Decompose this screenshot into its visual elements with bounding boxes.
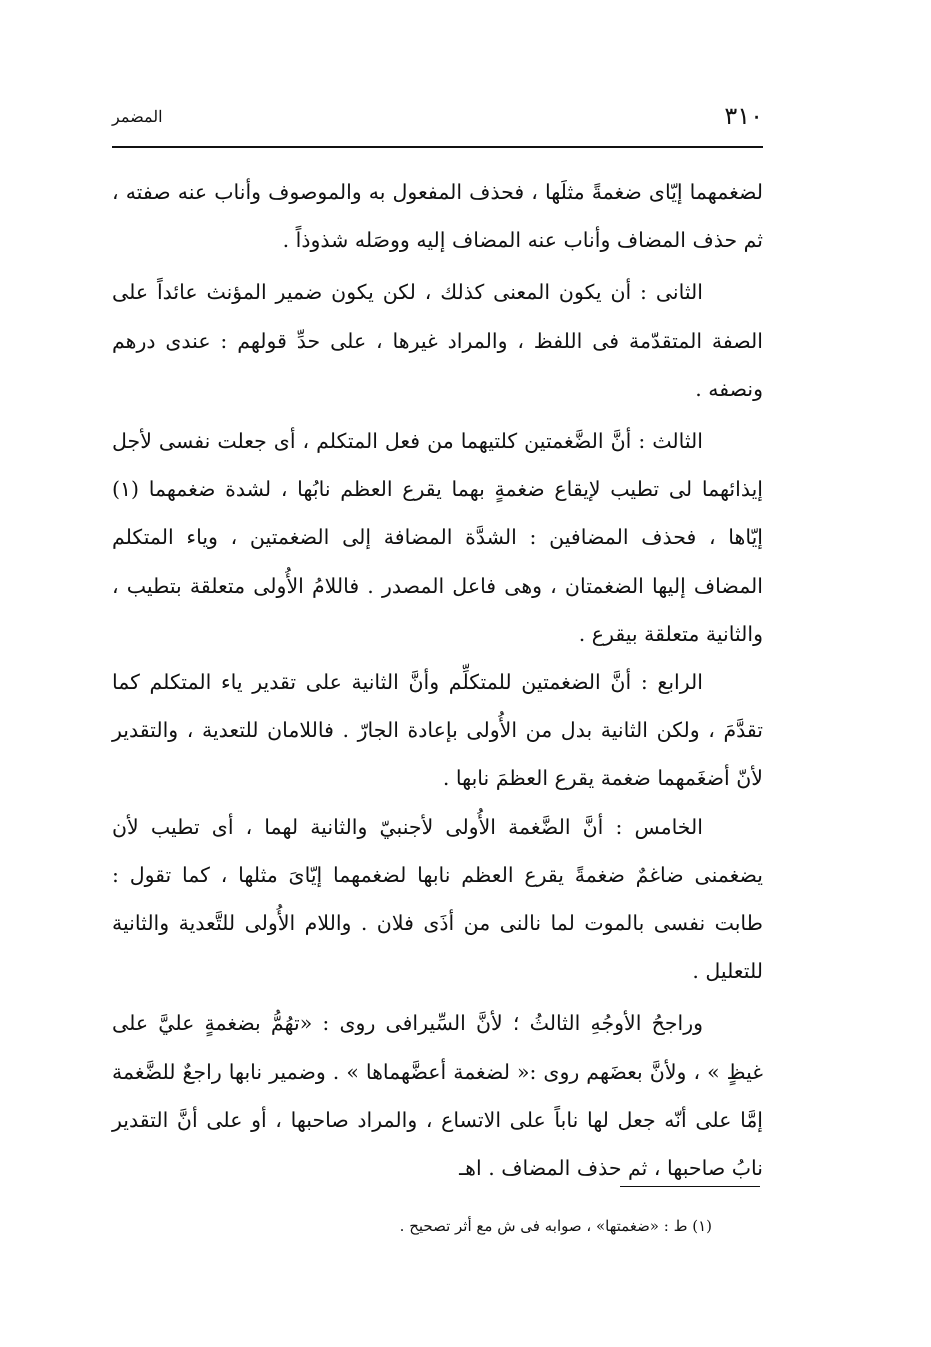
footnote-rule xyxy=(620,1186,760,1187)
page-header xyxy=(112,96,763,136)
paragraph-5: الخامس : أنَّ الضَّغمة الأُولى لأجنبيّ والثانية لهما ، أى تطيب لأن يضغمنى ضاغمٌ ضغمةً يقرع العظم نابها لضغمهما إيّاىَ مثلها ، كما تقول : طابت نفسى بالموت لما نالنى من أذَى فلان . واللام الأُولى للتَّعدية والثانية للتعليل . xyxy=(112,814,763,984)
running-title: المضمر xyxy=(112,106,163,126)
paragraph-1: لضغمهما إيّاى ضغمةً مثلَها ، فحذف المفعول به والموصوف وأناب عنه صفته ، ثم حذف المضاف وأناب عنه المضاف إليه ووصَله شذوذاً . xyxy=(112,180,763,253)
paragraph-2: الثانى : أن يكون المعنى كذلك ، لكن يكون ضمير المؤنث عائداً على الصفة المتقدّمة فى اللفظ ، والمراد غيرها ، على حدِّ قولهم : عندى درهم ونصفه . xyxy=(112,280,763,401)
footnote: (١) ط : «ضغمتها» ، صوابه فى ش مع أثر تصحيح . xyxy=(399,1217,712,1235)
paragraph-3: الثالث : أنَّ الضَّغمتين كلتيهما من فعل المتكلم ، أى جعلت نفسى لأجل إيذائهما لى تطيب لإيقاع ضغمةٍ بهما يقرع العظم نابُها ، لشدة ضغمهما (١) إيّاها ، فحذف المضافين : الشدَّة المضافة إلى الضغمتين ، وياء المتكلم المضاف إليها الضغمتان ، وهى فاعل المصدر . فاللامُ الأُولى متعلقة بتطيب ، والثانية متعلقة بيقرع . xyxy=(112,429,763,646)
body-text xyxy=(112,168,763,1192)
page-number: ٣١٠ xyxy=(724,102,763,130)
paragraph-4: الرابع : أنَّ الضغمتين للمتكلِّم وأنَّ الثانية على تقدير ياء المتكلم كما تقدَّمَ ، ولكن الثانية بدل من الأُولى بإعادة الجارّ . فاللامان للتعدية ، والتقدير لأنّ أضغَمهما ضغمة يقرع العظمَ نابها . xyxy=(112,670,763,791)
header-rule xyxy=(112,146,763,148)
paragraph-6: وراجحُ الأوجُهِ الثالثُ ؛ لأنَّ السِّيرافى روى : «تهُمُّ بضغمةٍ عليَّ على غيظٍ » ، ولأنَّ بعضَهم روى :« لضغمة أعضَّهماها » . وضمير نابها راجعٌ للضَّغمة إمَّا على أنّه جعل لها ناباً على الاتساع ، والمراد صاحبها ، أو على أنَّ التقدير نابُ صاحبها ، ثم حذف المضاف . اهـ xyxy=(112,1011,763,1181)
